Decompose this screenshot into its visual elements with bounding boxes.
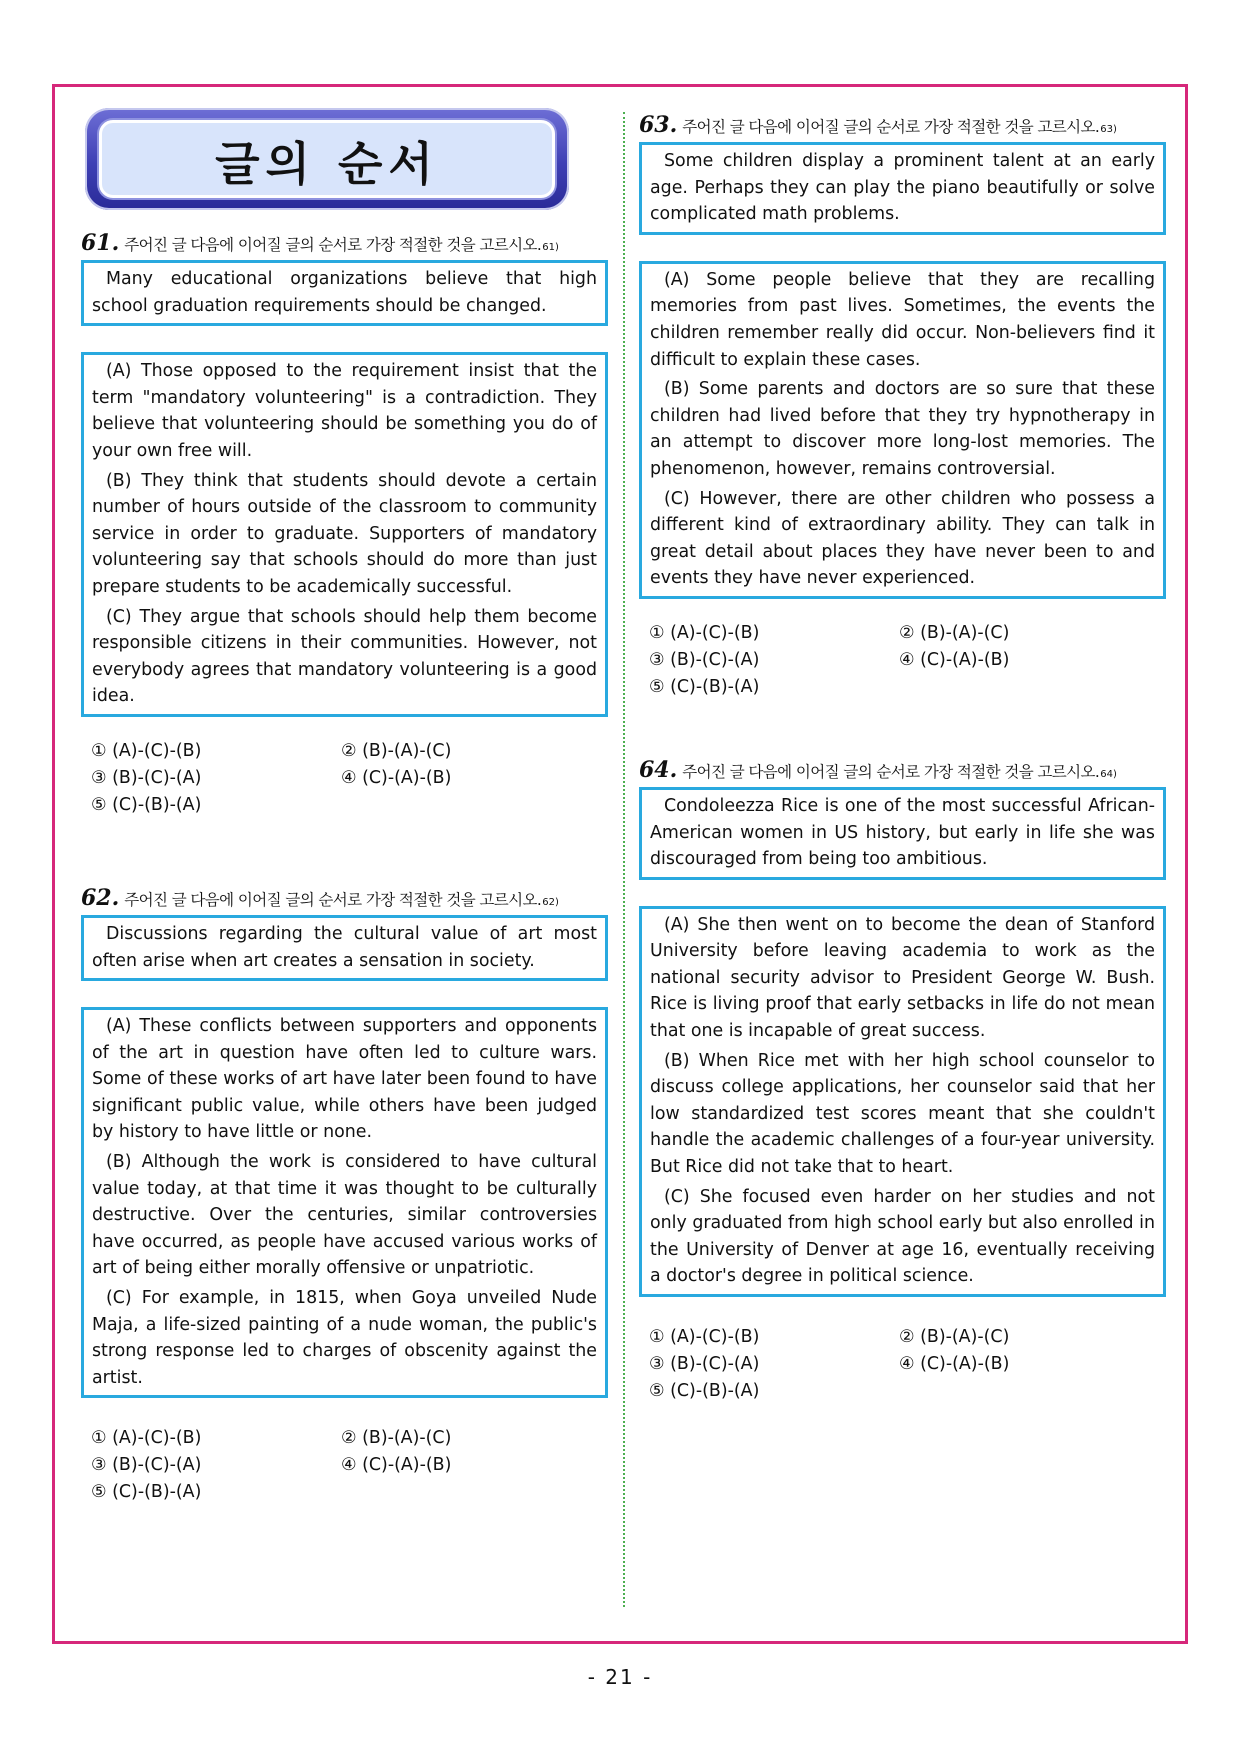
question-footnote-ref: 62) xyxy=(542,896,559,908)
column-divider xyxy=(623,112,625,1607)
paragraphs-box xyxy=(639,906,1166,1297)
choice-3[interactable]: ③ (B)-(C)-(A) xyxy=(649,649,760,670)
question-64 xyxy=(639,757,1166,1403)
paragraph-c: (C) They argue that schools should help them become responsible citizens in their communities. However, not everybody agrees that mandatory volunteering is a good idea. xyxy=(92,606,597,707)
intro-box xyxy=(81,915,608,981)
question-footnote-ref: 64) xyxy=(1100,768,1117,780)
choice-1[interactable]: ① (A)-(C)-(B) xyxy=(649,622,760,643)
question-62 xyxy=(81,885,608,1505)
question-header xyxy=(639,112,1166,138)
paragraph-a: (A) Some people believe that they are recalling memories from past lives. Sometimes, the events the children remember really did occur. Non-believers find it difficult to explain these cases. xyxy=(650,269,1155,370)
question-footnote-ref: 61) xyxy=(542,242,559,253)
paragraph-c: (C) However, there are other children who possess a different kind of extraordinary ability. They can talk in great detail about places they have never been to and events they have never experienced. xyxy=(650,488,1155,589)
choice-4[interactable]: ④ (C)-(A)-(B) xyxy=(341,1455,452,1476)
question-61 xyxy=(81,230,608,817)
question-instruction: 주어진 글 다음에 이어질 글의 순서로 가장 적절한 것을 고르시오. xyxy=(124,890,542,909)
choice-4[interactable]: ④ (C)-(A)-(B) xyxy=(341,767,452,788)
page-number: - 21 - xyxy=(587,1665,653,1689)
paragraphs-box xyxy=(81,1007,608,1398)
intro-box xyxy=(639,142,1166,235)
choice-5[interactable]: ⑤ (C)-(B)-(A) xyxy=(91,794,202,815)
choice-4[interactable]: ④ (C)-(A)-(B) xyxy=(899,1354,1010,1374)
choice-1[interactable]: ① (A)-(C)-(B) xyxy=(91,1428,202,1449)
paragraph-c: (C) She focused even harder on her studies and not only graduated from high school early but also enrolled in the University of Denver at age 16, eventually receiving a doctor's degree in political science. xyxy=(650,1186,1155,1287)
choice-5[interactable]: ⑤ (C)-(B)-(A) xyxy=(649,676,760,697)
section-title-banner xyxy=(85,108,569,210)
right-column xyxy=(639,112,1166,1403)
answer-choices xyxy=(639,621,1166,699)
question-number: 61. xyxy=(81,230,120,256)
question-number: 64. xyxy=(639,756,678,783)
question-instruction: 주어진 글 다음에 이어질 글의 순서로 가장 적절한 것을 고르시오. xyxy=(682,118,1100,136)
paragraph-a: (A) These conflicts between supporters and opponents of the art in question have often led to culture wars. Some of these works of art have later been found to have significant public value, while others have been judged by history to have little or none. xyxy=(92,1016,597,1143)
choice-2[interactable]: ② (B)-(A)-(C) xyxy=(899,622,1010,643)
intro-text: Discussions regarding the cultural value of art most often arise when art creates a sensation in society. xyxy=(92,923,597,971)
paragraph-c: (C) For example, in 1815, when Goya unveiled Nude Maja, a life-sized painting of a nude woman, the public's strong response led to charges of obscenity against the artist. xyxy=(92,1288,597,1388)
question-number: 62. xyxy=(81,884,120,911)
question-instruction: 주어진 글 다음에 이어질 글의 순서로 가장 적절한 것을 고르시오. xyxy=(682,762,1100,781)
choice-3[interactable]: ③ (B)-(C)-(A) xyxy=(91,767,202,788)
intro-box xyxy=(81,260,608,326)
section-title: 글의 순서 xyxy=(215,137,439,191)
intro-text: Some children display a prominent talent at an early age. Perhaps they can play the piano beautifully or solve complicated math problems. xyxy=(650,151,1155,225)
paragraph-b: (B) Some parents and doctors are so sure that these children had lived before that they try hypnotherapy in an attempt to discover more long-lost memories. The phenomenon, however, remains controversial. xyxy=(650,379,1155,479)
paragraph-b: (B) Although the work is considered to have cultural value today, at that time it was thought to be culturally destructive. Over the centuries, similar controversies have occurred, as people have accused various works of art of being either morally offensive or unpatriotic. xyxy=(92,1152,597,1279)
choice-2[interactable]: ② (B)-(A)-(C) xyxy=(899,1327,1010,1347)
answer-choices xyxy=(639,1325,1166,1403)
question-footnote-ref: 63) xyxy=(1100,124,1117,135)
choice-4[interactable]: ④ (C)-(A)-(B) xyxy=(899,649,1010,670)
choice-1[interactable]: ① (A)-(C)-(B) xyxy=(649,1327,760,1347)
left-column xyxy=(81,108,608,1504)
choice-3[interactable]: ③ (B)-(C)-(A) xyxy=(91,1455,202,1476)
paragraph-b: (B) When Rice met with her high school counselor to discuss college applications, her counselor said that her low standardized test scores meant that she couldn't handle the academic challenges of a four-year university. But Rice did not take that to heart. xyxy=(650,1050,1155,1178)
choice-5[interactable]: ⑤ (C)-(B)-(A) xyxy=(91,1482,202,1503)
paragraph-a: (A) She then went on to become the dean of Stanford University before leaving academia to work as the national security advisor to President George W. Bush. Rice is living proof that early setbacks in life do not mean that one is incapable of great success. xyxy=(650,914,1155,1042)
intro-text: Many educational organizations believe that high school graduation requirements should be changed. xyxy=(92,269,597,316)
paragraphs-box xyxy=(81,352,608,717)
paragraph-b: (B) They think that students should devote a certain number of hours outside of the classroom to community service in order to graduate. Supporters of mandatory volunteering say that schools should do more than just prepare students to be academically successful. xyxy=(92,470,597,597)
question-number: 63. xyxy=(639,112,678,138)
question-header xyxy=(639,757,1166,783)
paragraph-a: (A) Those opposed to the requirement insist that the term "mandatory volunteering" is a contradiction. They believe that volunteering should be something you do of your own free will. xyxy=(92,361,597,461)
choice-3[interactable]: ③ (B)-(C)-(A) xyxy=(649,1354,760,1374)
intro-text: Condoleezza Rice is one of the most successful African-American women in US history, but early in life she was discouraged from being too ambitious. xyxy=(650,795,1155,870)
choice-1[interactable]: ① (A)-(C)-(B) xyxy=(91,740,202,761)
question-63 xyxy=(639,112,1166,699)
intro-box xyxy=(639,787,1166,880)
question-instruction: 주어진 글 다음에 이어질 글의 순서로 가장 적절한 것을 고르시오. xyxy=(124,236,542,254)
paragraphs-box xyxy=(639,261,1166,599)
answer-choices xyxy=(81,739,608,817)
answer-choices xyxy=(81,1426,608,1504)
choice-5[interactable]: ⑤ (C)-(B)-(A) xyxy=(649,1381,760,1401)
choice-2[interactable]: ② (B)-(A)-(C) xyxy=(341,1428,452,1449)
question-header xyxy=(81,885,608,911)
choice-2[interactable]: ② (B)-(A)-(C) xyxy=(341,740,452,761)
question-header xyxy=(81,230,608,256)
